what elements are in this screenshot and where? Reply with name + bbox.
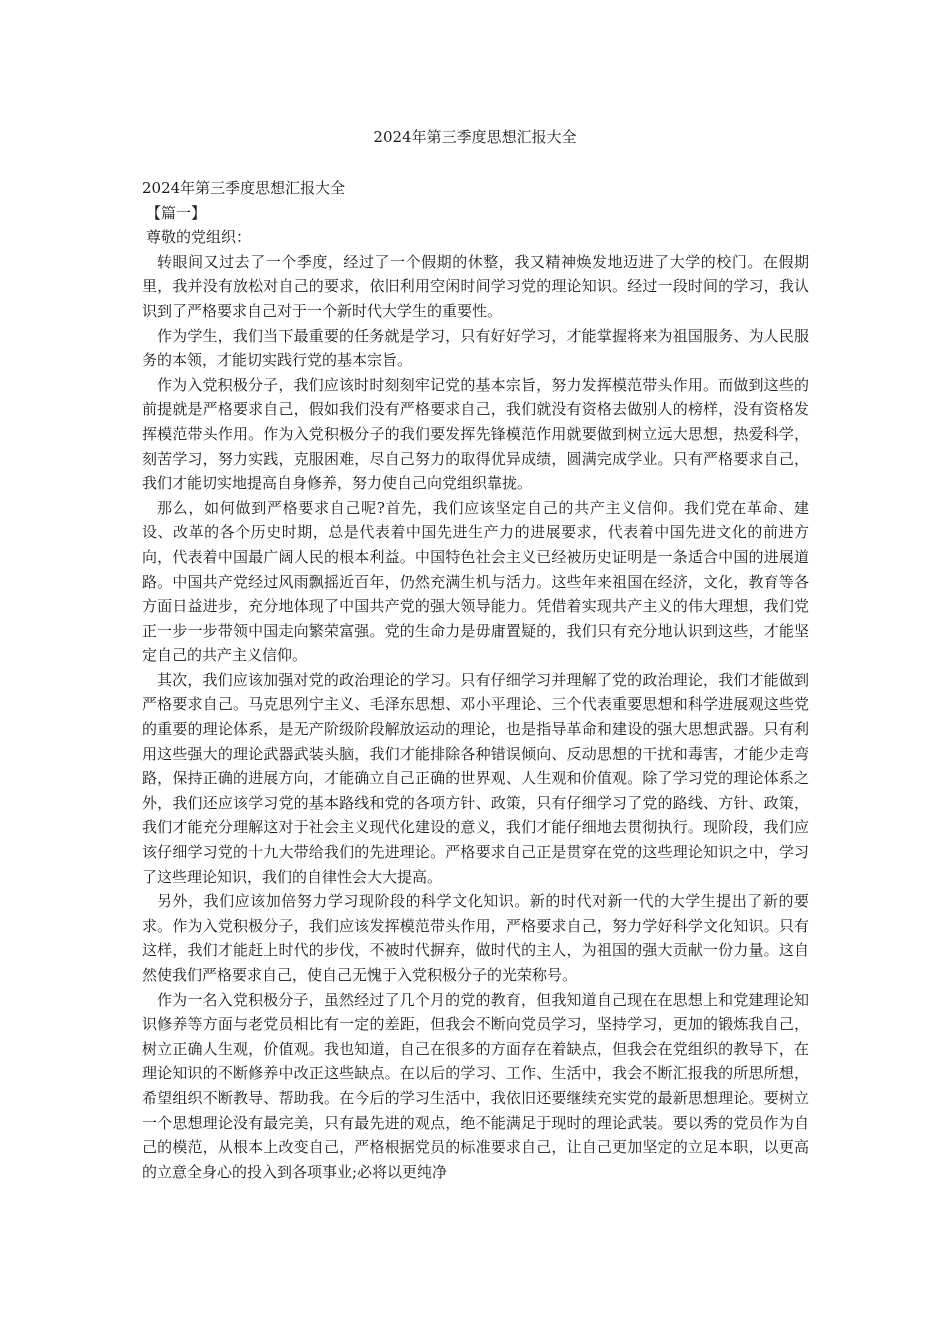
paragraph: 作为学生，我们当下最重要的任务就是学习，只有好好学习，才能掌握将来为祖国服务、为人民服务的本领，才能切实践行党的基本宗旨。 bbox=[142, 326, 809, 370]
document-subtitle: 2024年第三季度思想汇报大全 bbox=[142, 179, 346, 197]
paragraph: 那么，如何做到严格要求自己呢?首先，我们应该坚定自己的共产主义信仰。我们党在革命、建设、改革的各个历史时期，总是代表着中国先进生产力的进展要求，代表着中国先进文化的前进方向，代表着中国最广阔人民的根本利益。中国特色社会主义已经被历史证明是一条适合中国的进展道路。中国共产党经过风雨飘摇近百年，仍然充满生机与活力。这些年来祖国在经济，文化，教育等各方面日益进步，充分地体现了中国共产党的强大领导能力。凭借着实现共产主义的伟大理想，我们党正一步一步带领中国走向繁荣富强。党的生命力是毋庸置疑的，我们只有充分地认识到这些，才能坚定自己的共产主义信仰。 bbox=[142, 498, 809, 665]
document-title: 2024年第三季度思想汇报大全 bbox=[373, 128, 577, 146]
paragraph: 另外，我们应该加倍努力学习现阶段的科学文化知识。新的时代对新一代的大学生提出了新的要求。作为入党积极分子，我们应该发挥模范带头作用，严格要求自己，努力学好科学文化知识。只有这样，我们才能赶上时代的步伐，不被时代摒弃，做时代的主人，为祖国的强大贡献一份力量。这自然使我们严格要求自己，使自己无愧于入党积极分子的光荣称号。 bbox=[142, 892, 809, 984]
document-body bbox=[142, 176, 809, 1184]
paragraph: 作为入党积极分子，我们应该时时刻刻牢记党的基本宗旨，努力发挥模范带头作用。而做到这些的前提就是严格要求自己，假如我们没有严格要求自己，我们就没有资格去做别人的榜样，没有资格发挥模范带头作用。作为入党积极分子的我们要发挥先锋模范作用就要做到树立远大思想，热爱科学，刻苦学习，努力实践，克服困难，尽自己努力的取得优异成绩，圆满完成学业。只有严格要求自己，我们才能切实地提高自身修养，努力使自己向党组织靠拢。 bbox=[142, 375, 809, 493]
paragraph: 转眼间又过去了一个季度，经过了一个假期的休整，我又精神焕发地迈进了大学的校门。在假期里，我并没有放松对自己的要求，依旧利用空闲时间学习党的理论知识。经过一段时间的学习，我认识到了严格要求自己对于一个新时代大学生的重要性。 bbox=[142, 252, 809, 320]
paragraph: 其次，我们应该加强对党的政治理论的学习。只有仔细学习并理解了党的政治理论，我们才能做到严格要求自己。马克思列宁主义、毛泽东思想、邓小平理论、三个代表重要思想和科学进展观这些党的重要的理论体系，是无产阶级阶段解放运动的理论，也是指导革命和建设的强大思想武器。只有利用这些强大的理论武器武装头脑，我们才能排除各种错误倾向、反动思想的干扰和毒害，才能少走弯路，保持正确的进展方向，才能确立自己正确的世界观、人生观和价值观。除了学习党的理论体系之外，我们还应该学习党的基本路线和党的各项方针、政策，只有仔细学习了党的路线、方针、政策，我们才能充分理解这对于社会主义现代化建设的意义，我们才能仔细地去贯彻执行。现阶段，我们应该仔细学习党的十九大带给我们的先进理论。严格要求自己正是贯穿在党的这些理论知识之中，学习了这些理论知识，我们的自律性会大大提高。 bbox=[142, 670, 809, 886]
salutation: 尊敬的党组织： bbox=[146, 228, 252, 247]
paragraph: 作为一名入党积极分子，虽然经过了几个月的党的教育，但我知道自己现在在思想上和党建理论知识修养等方面与老党员相比有一定的差距，但我会不断向党员学习，坚持学习，更加的锻炼我自己，树立正确人生观，价值观。我也知道，自己在很多的方面存在着缺点，但我会在党组织的教导下，在理论知识的不断修养中改正这些缺点。在以后的学习、工作、生活中，我会不断汇报我的所思所想，希望组织不断教导、帮助我。在今后的学习生活中，我依旧还要继续充实党的最新思想理论。要树立一个思想理论没有最完美，只有最先进的观点，绝不能满足于现时的理论武装。要以秀的党员作为自己的模范，从根本上改变自己，严格根据党员的标准要求自己，让自己更加坚定的立足本职，以更高的立意全身心的投入到各项事业;必将以更纯净 bbox=[142, 990, 809, 1181]
section-label: 【篇一】 bbox=[146, 203, 207, 222]
